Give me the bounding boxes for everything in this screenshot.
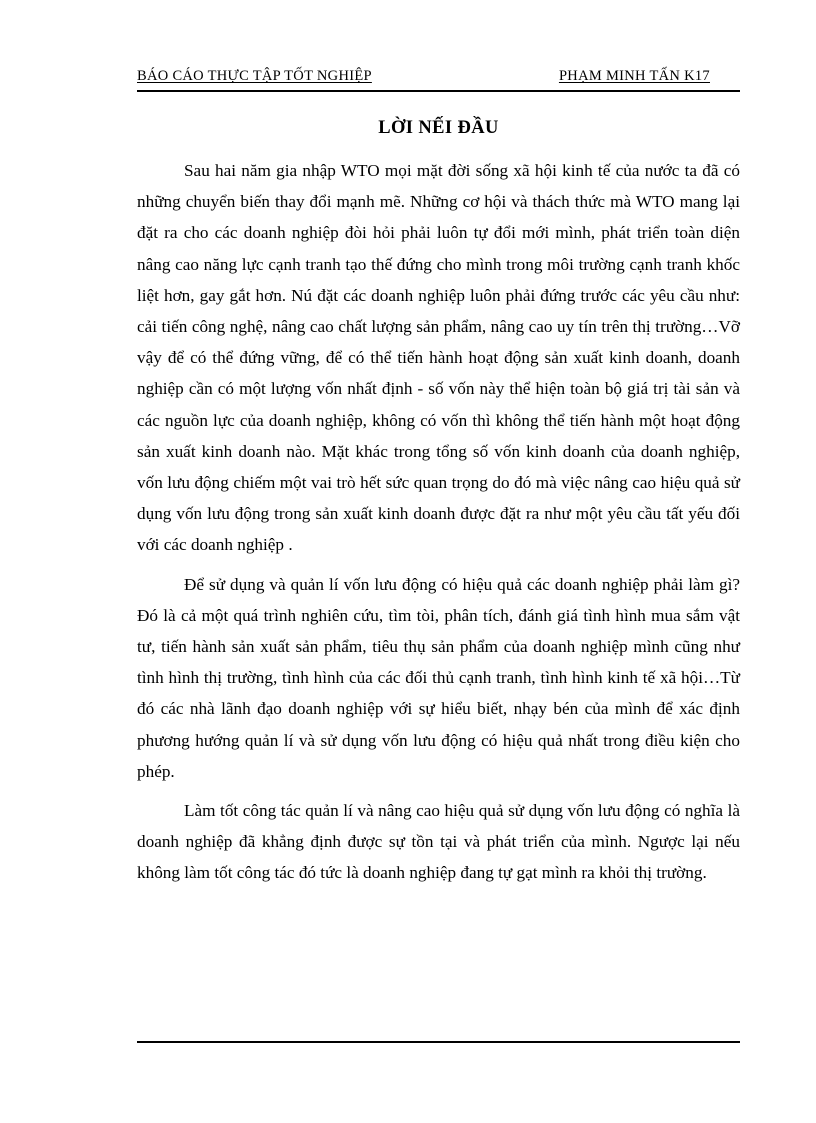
paragraph-3: Làm tốt công tác quản lí và nâng cao hiệu quả sử dụng vốn lưu động có nghĩa là doanh nghiệp đã khẳng định được sự tồn tại và phát triển của mình. Ngược lại nếu không làm tốt công tác đó tức là doanh nghiệp đang tự gạt mình ra khỏi thị trường.: [137, 801, 740, 883]
page-title: LỜI NẾI ĐẦU: [378, 118, 499, 138]
author-header: PHẠM MINH TẤN K17: [558, 68, 710, 84]
paragraph-2: Để sử dụng và quản lí vốn lưu động có hiệu quả các doanh nghiệp phải làm gì? Đó là cả một quá trình nghiên cứu, tìm tòi, phân tích, đánh giá tình hình mua sắm vật tư, tiến hành sản xuất sản phẩm, tiêu thụ sản phẩm của doanh nghiệp mình cũng như tình hình thị trường, tình hình của các đối thủ cạnh tranh, tình hình kinh tế xã hội…Từ đó các nhà lãnh đạo doanh nghiệp với sự hiểu biết, nhạy bén của mình để xác định phương hướng quản lí và sử dụng vốn lưu động có hiệu quả nhất trong điều kiện cho phép.: [137, 574, 740, 781]
header-divider: [137, 90, 740, 92]
document-body: [137, 155, 740, 897]
paragraph-1: Sau hai năm gia nhập WTO mọi mặt đời sống xã hội kinh tế của nước ta đã có những chuyển biến thay đổi mạnh mẽ. Những cơ hội và thách thức mà WTO mang lại đặt ra cho các doanh nghiệp đòi hỏi phải luôn tự đổi mới mình, phát triển toàn diện nâng cao năng lực cạnh tranh tạo thế đứng cho mình trong môi trường cạnh tranh khốc liệt hơn, gay gắt hơn. Nú đặt các doanh nghiệp luôn phải đứng trước các yêu cầu như: cải tiến công nghệ, nâng cao chất lượng sản phẩm, nâng cao uy tín trên thị trường…Vỡ vậy để có thể đứng vững, để có thể tiến hành hoạt động sản xuất kinh doanh, doanh nghiệp cần có một lượng vốn nhất định - số vốn này thể hiện toàn bộ giá trị tài sản và các nguồn lực của doanh nghiệp, không có vốn thì không thể tiến hành một hoạt động sản xuất kinh doanh nào. Mặt khác trong tổng số vốn kinh doanh của doanh nghiệp, vốn lưu động chiếm một vai trò hết sức quan trọng do đó mà việc nâng cao hiệu quả sử dụng vốn lưu động trong sản xuất kinh doanh được đặt ra như một yêu cầu tất yếu đối với các doanh nghiệp .: [137, 161, 740, 555]
report-title-header: BÁO CÁO THỰC TẬP TỐT NGHIỆP: [137, 68, 372, 84]
page-header: [137, 68, 740, 90]
footer-divider: [137, 1041, 740, 1043]
